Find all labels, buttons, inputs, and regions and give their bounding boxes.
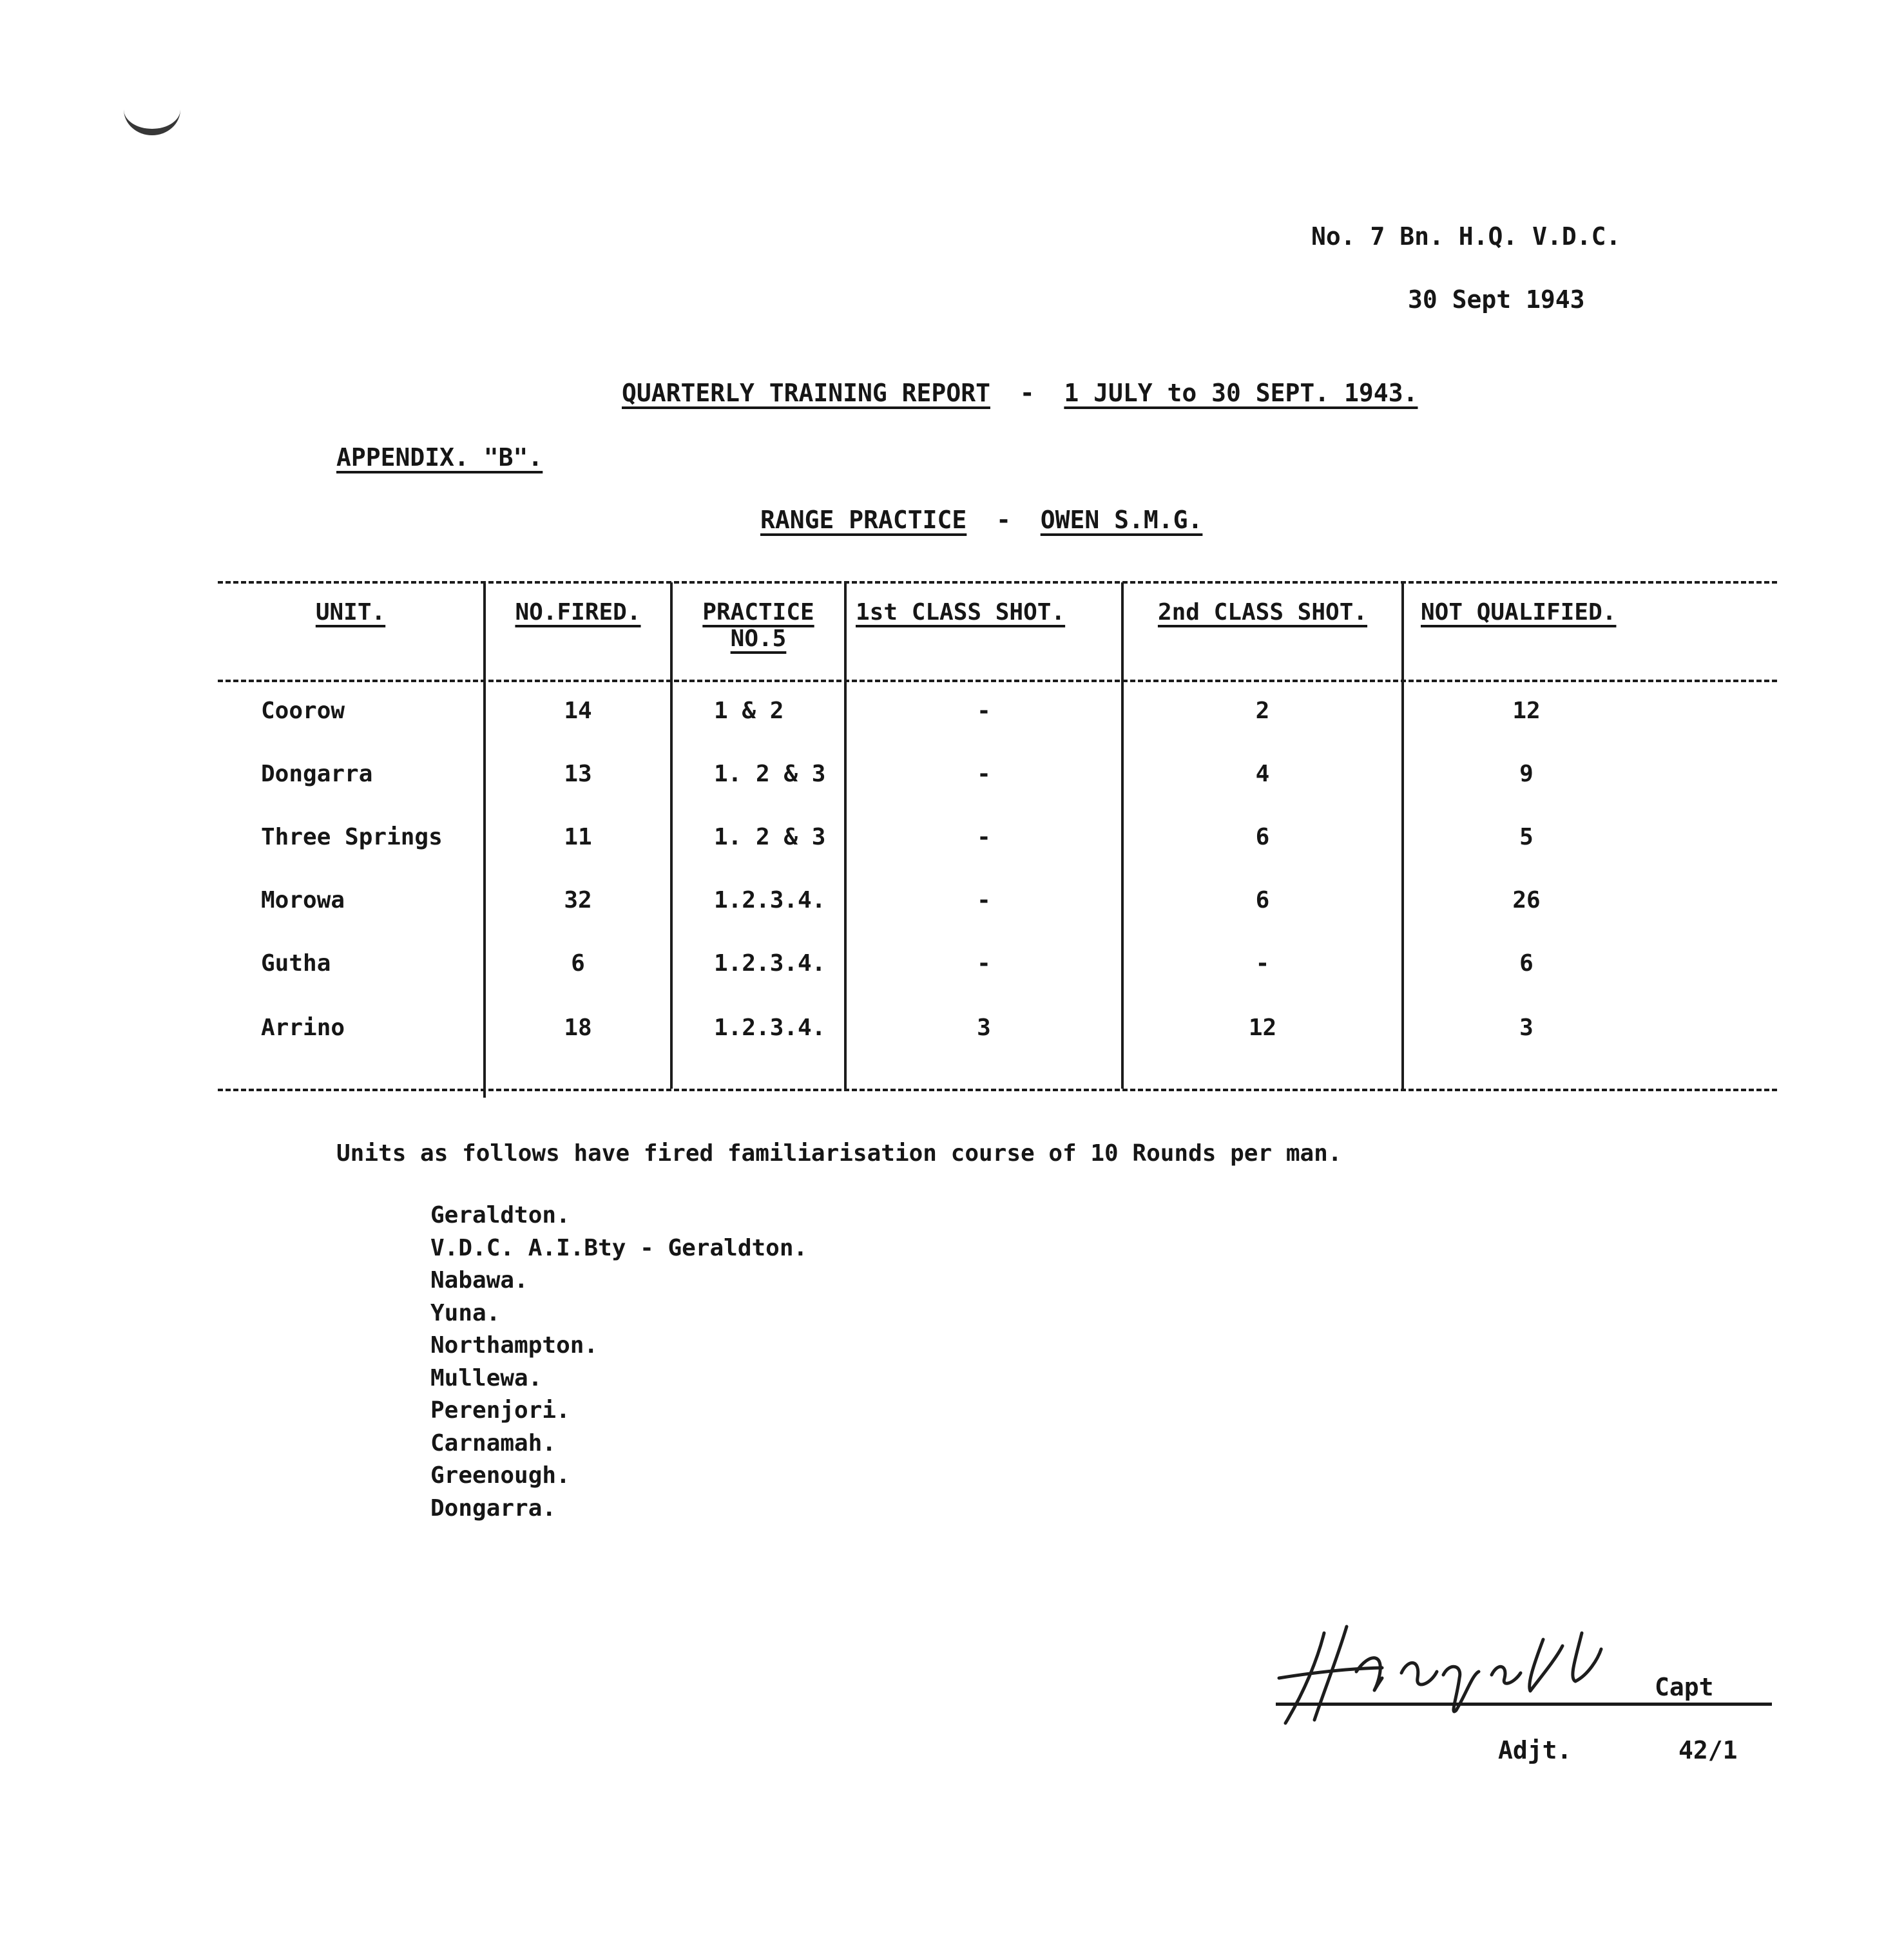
cell-no-fired: 11 [564,824,592,850]
col-header-no-fired: NO.FIRED. [515,599,641,625]
battalion-hq-line: No. 7 Bn. H.Q. V.D.C. [1311,222,1621,251]
cell-second-class: 2 [1255,698,1270,724]
table-bottom-rule [218,1089,1777,1091]
col-header-second-class: 2nd CLASS SHOT. [1157,599,1368,625]
cell-no-fired: 14 [564,698,592,724]
cell-not-qualified: 12 [1512,698,1541,724]
list-item: Northampton. [430,1332,599,1359]
punch-hole-mark [124,84,180,135]
table-column-divider [670,582,673,1089]
cell-first-class: 3 [977,1015,991,1041]
cell-first-class: - [977,824,991,850]
handwritten-signature [1273,1614,1633,1730]
cell-unit: Coorow [261,698,345,724]
col-header-practice: PRACTICE NO.5 [702,599,814,652]
cell-unit: Three Springs [261,824,443,850]
col-header-first-class: 1st CLASS SHOT. [856,599,1066,625]
list-item: Mullewa. [430,1364,543,1391]
cell-no-fired: 13 [564,761,592,787]
list-item: Perenjori. [430,1397,570,1424]
list-item: Yuna. [430,1299,501,1326]
cell-no-fired: 6 [571,950,585,977]
cell-unit: Dongarra [261,761,373,787]
col-header-unit: UNIT. [315,599,386,625]
cell-practice: 1 & 2 [714,698,784,724]
table-header-rule [218,680,1777,682]
section-title-main: RANGE PRACTICE [760,506,967,534]
list-item: Geraldton. [430,1202,570,1228]
appendix-label: APPENDIX. "B". [336,443,543,472]
cell-second-class: 6 [1255,824,1270,850]
report-title-dash: - [1019,379,1035,407]
signature-rank: Capt [1655,1673,1714,1701]
cell-first-class: - [977,887,991,913]
list-item: Dongarra. [430,1494,557,1522]
table-top-rule [218,581,1777,584]
cell-second-class: 12 [1248,1015,1277,1041]
cell-not-qualified: 3 [1519,1015,1534,1041]
cell-no-fired: 18 [564,1015,592,1041]
list-item: Greenough. [430,1462,570,1489]
cell-second-class: - [1255,950,1270,977]
cell-practice: 1. 2 & 3 [714,761,826,787]
col-header-not-qualified: NOT QUALIFIED. [1421,599,1617,625]
cell-practice: 1.2.3.4. [714,1015,826,1041]
section-title-dash: - [996,506,1011,534]
cell-unit: Arrino [261,1015,345,1041]
cell-unit: Morowa [261,887,345,913]
cell-practice: 1. 2 & 3 [714,824,826,850]
file-reference: 42/1 [1678,1736,1738,1764]
cell-first-class: - [977,761,991,787]
cell-not-qualified: 26 [1512,887,1541,913]
cell-unit: Gutha [261,950,331,977]
cell-not-qualified: 5 [1519,824,1534,850]
report-title-period: 1 JULY to 30 SEPT. 1943. [1064,379,1418,407]
cell-not-qualified: 9 [1519,761,1534,787]
list-item: Nabawa. [430,1267,528,1294]
familiarisation-intro: Units as follows have fired familiarisation course of 10 Rounds per man. [336,1140,1342,1167]
section-title-weapon: OWEN S.M.G. [1040,506,1203,534]
report-title [622,379,1418,407]
report-title-main: QUARTERLY TRAINING REPORT [622,379,990,407]
cell-second-class: 4 [1255,761,1270,787]
familiarisation-unit-list [430,1199,807,1525]
cell-not-qualified: 6 [1519,950,1534,977]
cell-second-class: 6 [1255,887,1270,913]
cell-practice: 1.2.3.4. [714,887,826,913]
cell-first-class: - [977,950,991,977]
signature-line [1276,1703,1772,1706]
cell-no-fired: 32 [564,887,592,913]
list-item: V.D.C. A.I.Bty - Geraldton. [430,1234,808,1261]
signature-appointment: Adjt. [1498,1736,1572,1764]
cell-practice: 1.2.3.4. [714,950,826,977]
section-title [760,506,1202,534]
list-item: Carnamah. [430,1429,557,1456]
cell-first-class: - [977,698,991,724]
report-date: 30 Sept 1943 [1408,285,1585,314]
